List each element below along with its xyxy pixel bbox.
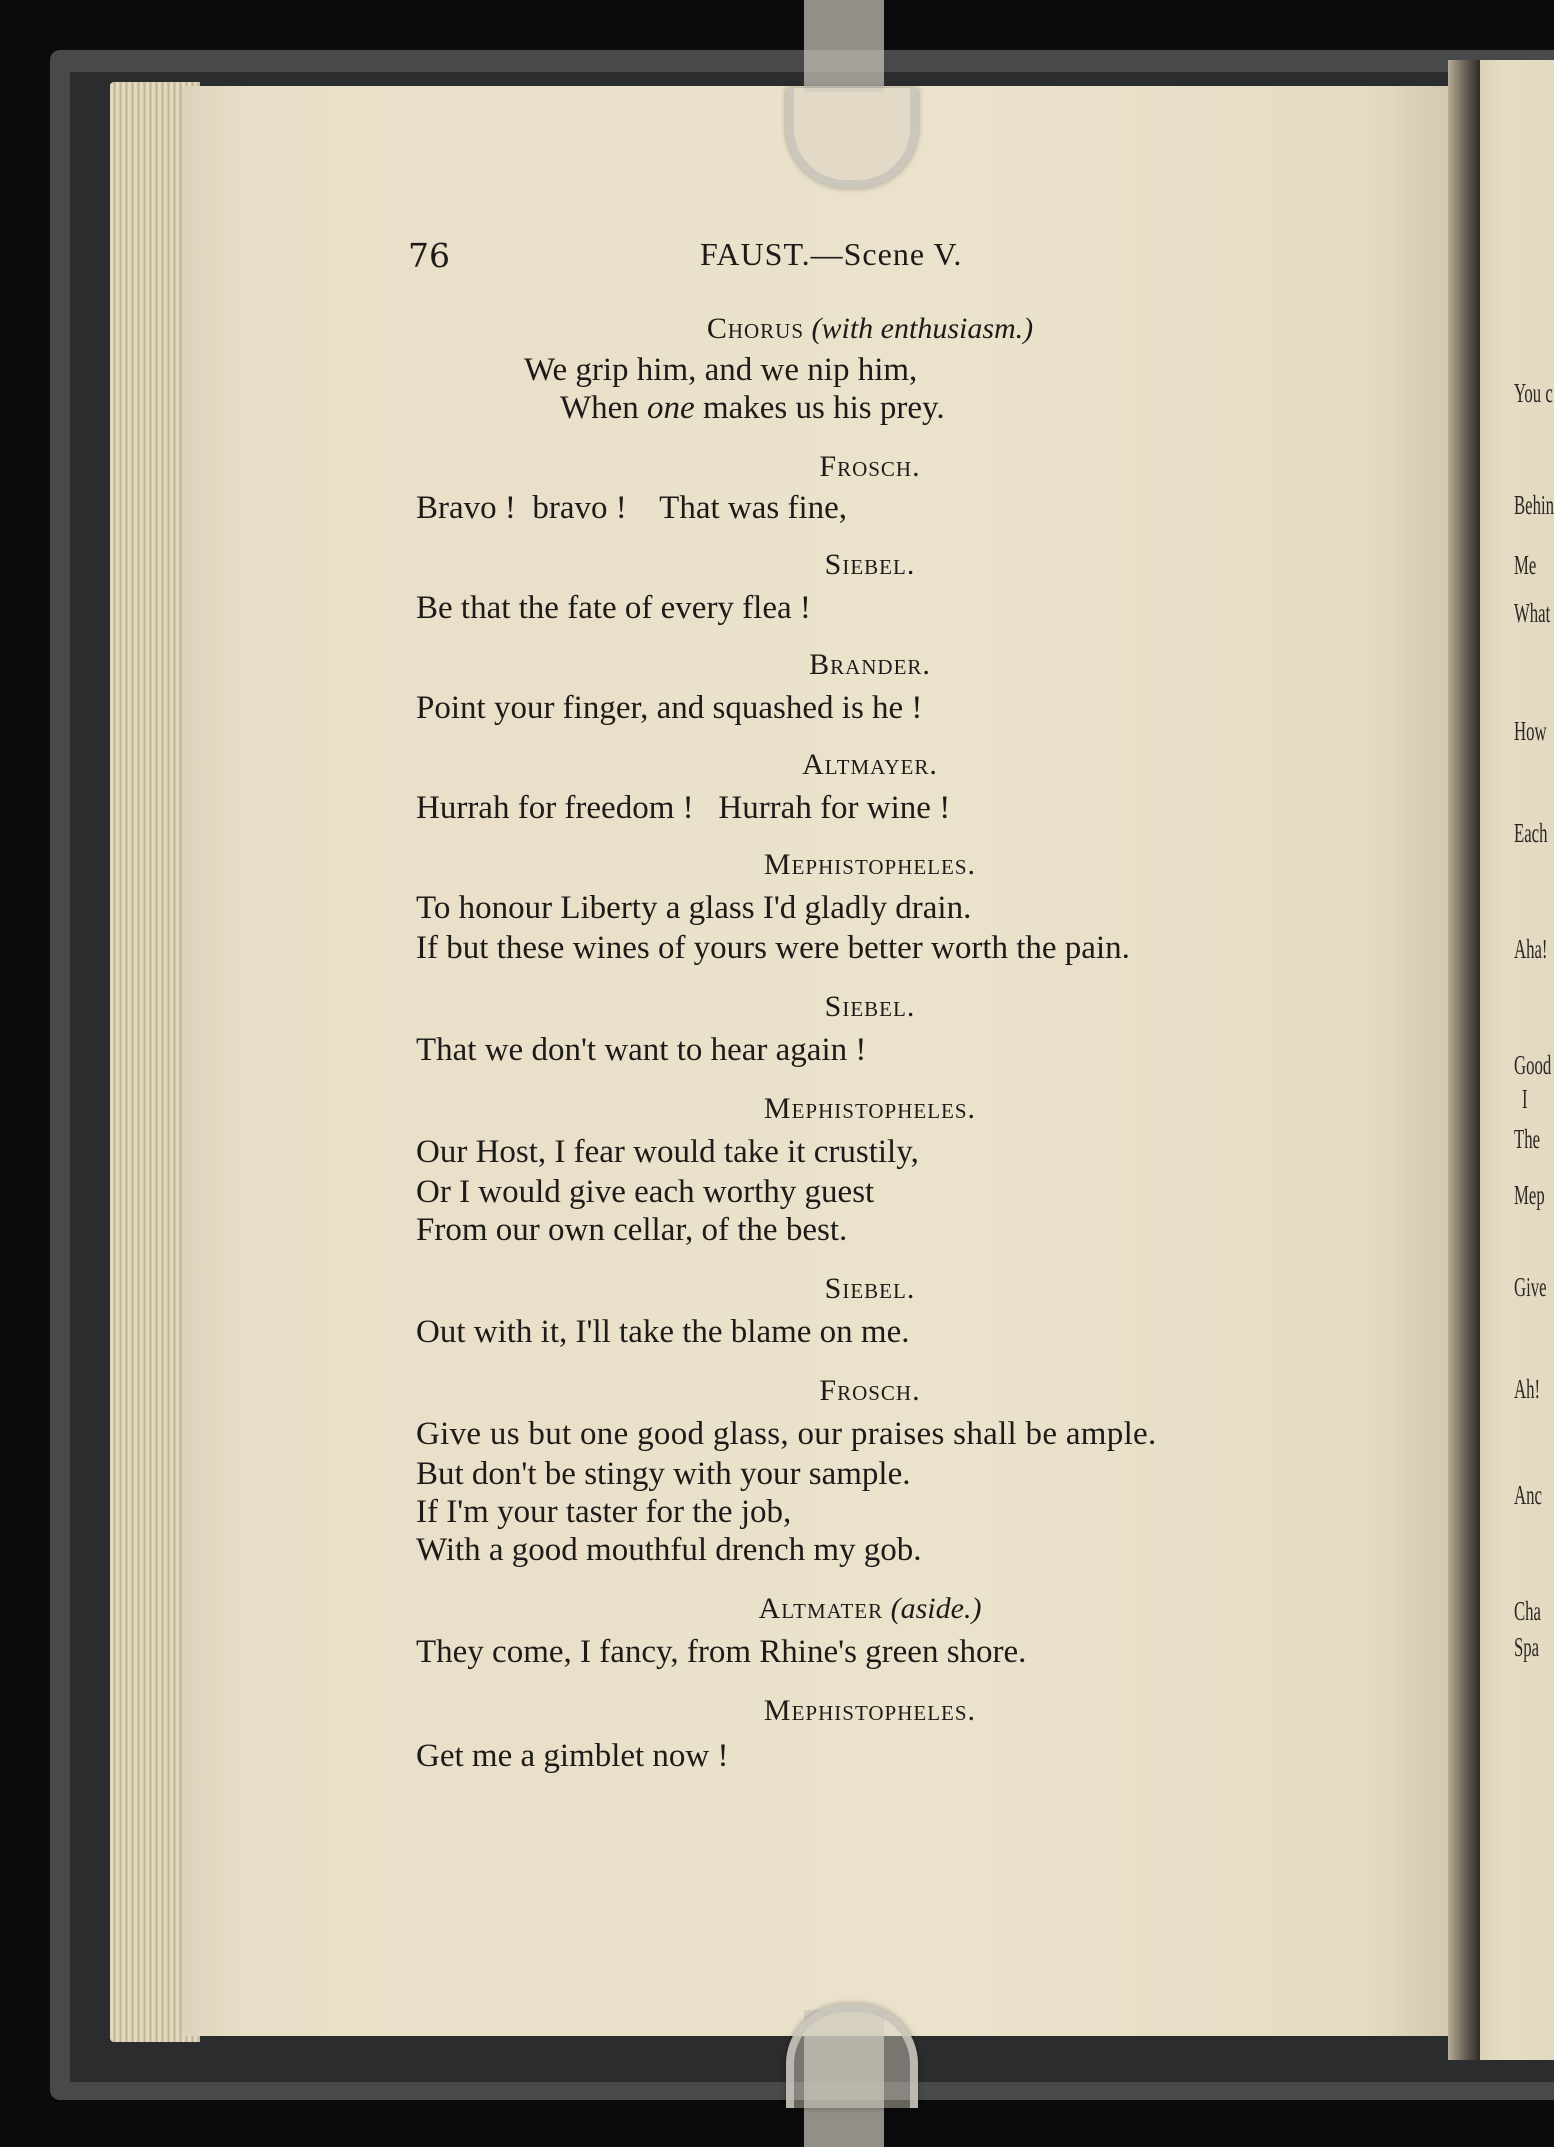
verse-line: But don't be stingy with your sample.: [416, 1456, 911, 1492]
facing-page: [1470, 60, 1554, 2060]
speaker-name: Altmayer.: [802, 748, 938, 781]
facing-page-fragment: Aha!: [1514, 934, 1548, 964]
speaker-name: Brander.: [809, 648, 931, 681]
book-gutter: [1448, 60, 1480, 2060]
page-header: [408, 236, 1038, 282]
speaker-heading: [420, 1092, 1320, 1126]
speaker-heading: [420, 1374, 1320, 1408]
facing-page-fragment: Mep: [1514, 1180, 1545, 1210]
page-clip-bottom: [786, 2004, 918, 2108]
verse-line: Give us but one good glass, our praises shall be ample.: [416, 1416, 1157, 1452]
facing-page-fragment: Give: [1514, 1272, 1547, 1302]
verse-line: If I'm your taster for the job,: [416, 1494, 792, 1530]
verse-line: Out with it, I'll take the blame on me.: [416, 1314, 910, 1350]
speaker-name: Mephistopheles.: [763, 848, 977, 881]
facing-page-fragment: Spa: [1514, 1632, 1540, 1662]
verse-line: If but these wines of yours were better worth the pain.: [416, 930, 1130, 966]
speaker-heading: [420, 1272, 1320, 1306]
facing-page-fragment: Good: [1514, 1050, 1552, 1080]
speaker-heading: [420, 450, 1320, 484]
stage-direction: (with enthusiasm.): [811, 312, 1034, 345]
speaker-name: Siebel.: [824, 548, 916, 581]
speaker-heading: [420, 648, 1320, 682]
facing-page-fragment: Ah!: [1514, 1374, 1541, 1404]
verse-line: Or I would give each worthy guest: [416, 1174, 875, 1210]
verse-line: Our Host, I fear would take it crustily,: [416, 1134, 919, 1170]
facing-page-fragment: Cha: [1514, 1596, 1541, 1626]
facing-page-fragment: Behin: [1514, 490, 1554, 520]
verse-line: Be that the fate of every flea !: [416, 590, 811, 626]
speaker-heading: [420, 848, 1320, 882]
speaker-name: Siebel.: [824, 990, 916, 1023]
verse-line: Point your finger, and squashed is he !: [416, 690, 923, 726]
stage-direction: (aside.): [890, 1592, 982, 1625]
facing-page-fragment: You c: [1514, 378, 1553, 408]
speaker-heading: [420, 548, 1320, 582]
verse-line: Bravo ! bravo ! That was fine,: [416, 490, 848, 526]
verse-line: They come, I fancy, from Rhine's green shore.: [416, 1634, 1027, 1670]
speaker-name: Chorus: [706, 312, 805, 345]
speaker-name: Mephistopheles.: [763, 1092, 977, 1125]
speaker-heading: [420, 1694, 1320, 1728]
speaker-heading: [420, 1592, 1320, 1626]
verse-line: Get me a gimblet now !: [416, 1738, 729, 1774]
facing-page-fragment: I: [1522, 1084, 1528, 1114]
verse-line: When one makes us his prey.: [560, 390, 945, 426]
facing-page-fragment: Anc: [1514, 1480, 1542, 1510]
speaker-heading: [420, 990, 1320, 1024]
verse-line: We grip him, and we nip him,: [524, 352, 918, 388]
verse-line: To honour Liberty a glass I'd gladly drain.: [416, 890, 972, 926]
facing-page-fragment: Each: [1514, 818, 1548, 848]
facing-page-fragment: What: [1514, 598, 1551, 628]
verse-line: That we don't want to hear again !: [416, 1032, 867, 1068]
emphasis: one: [647, 390, 695, 426]
speaker-heading: [420, 748, 1320, 782]
facing-page-fragment: Me: [1514, 550, 1537, 580]
speaker-name: Altmater: [758, 1592, 884, 1625]
verse-line: Hurrah for freedom ! Hurrah for wine !: [416, 790, 951, 826]
speaker-name: Siebel.: [824, 1272, 916, 1305]
speaker-heading: [420, 312, 1320, 346]
page-number: 76: [408, 236, 450, 275]
clip-band: [804, 0, 884, 92]
speaker-name: Mephistopheles.: [763, 1694, 977, 1727]
verse-line: With a good mouthful drench my gob.: [416, 1532, 922, 1568]
facing-page-fragment: The: [1514, 1124, 1541, 1154]
verse-line: From our own cellar, of the best.: [416, 1212, 848, 1248]
facing-page-fragment: How: [1514, 716, 1547, 746]
speaker-name: Frosch.: [819, 1374, 921, 1407]
speaker-name: Frosch.: [819, 450, 921, 483]
running-head: FAUST.—Scene V.: [700, 236, 963, 272]
